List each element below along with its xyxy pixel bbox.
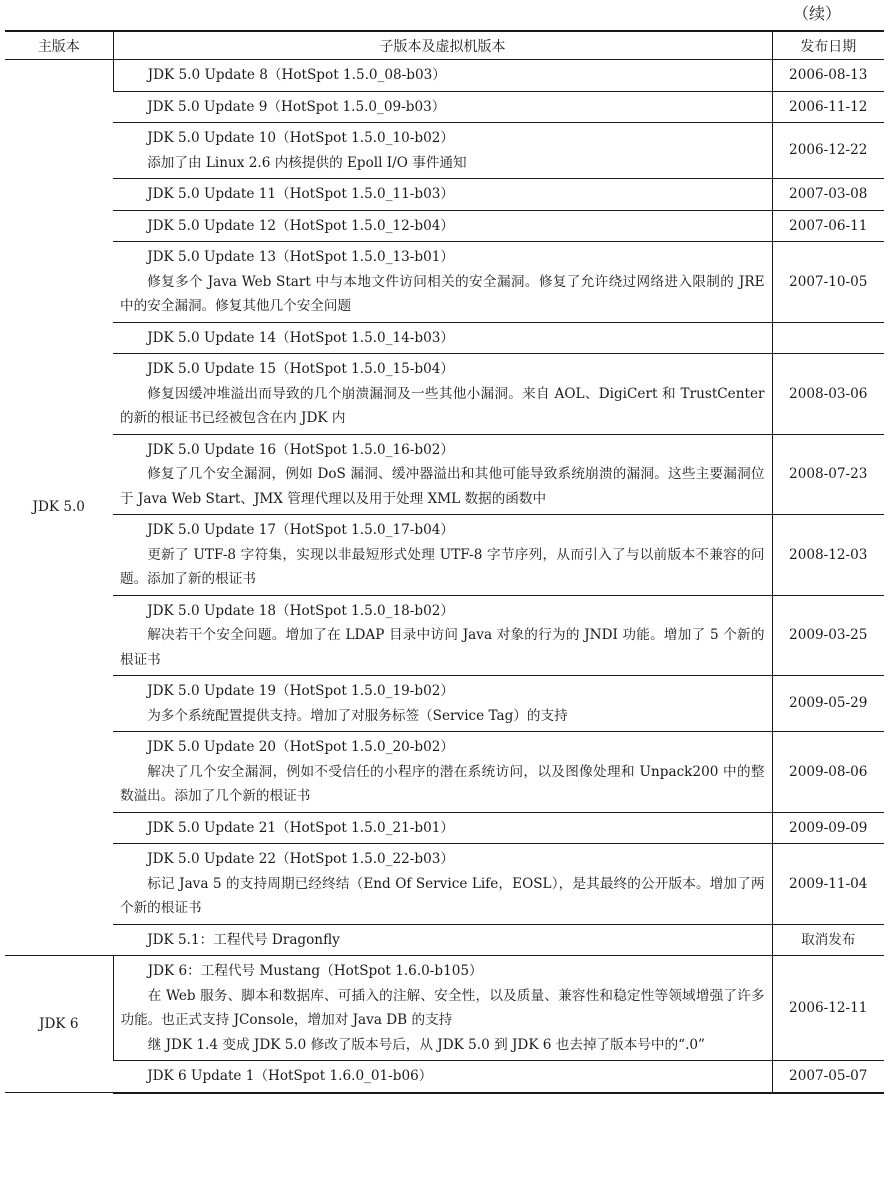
version-note: 修复因缓冲堆溢出而导致的几个崩溃漏洞及一些其他小漏洞。来自 AOL、DigiCert 和 TrustCenter 的新的根证书已经被包含在内 JDK 内 xyxy=(120,385,765,426)
version-note: 修复多个 Java Web Start 中与本地文件访问相关的安全漏洞。修复了允许绕过网络进入限制的 JRE 中的安全漏洞。修复其他几个安全问题 xyxy=(120,273,765,314)
version-note: 继 JDK 1.4 变成 JDK 5.0 修改了版本号后，从 JDK 5.0 到 JDK 6 也去掉了版本号中的“.0” xyxy=(147,1036,705,1053)
release-date-cell: 2009-08-06 xyxy=(772,732,884,813)
table-row xyxy=(5,732,884,813)
version-note: 解决了几个安全漏洞，例如不受信任的小程序的潜在系统访问，以及图像处理和 Unpack200 中的整数溢出。添加了几个新的根证书 xyxy=(120,763,765,804)
version-title: JDK 6：工程代号 Mustang（HotSpot 1.6.0-b105） xyxy=(147,963,483,979)
table-row xyxy=(5,1061,884,1093)
major-version-cell: JDK 6 xyxy=(5,956,113,1093)
release-date-cell: 2007-03-08 xyxy=(772,179,884,211)
version-note: 更新了 UTF-8 字符集，实现以非最短形式处理 UTF-8 字节序列，从而引入了与以前版本不兼容的问题。添加了新的根证书 xyxy=(120,546,765,587)
table-row xyxy=(5,354,884,435)
version-title: JDK 5.0 Update 11（HotSpot 1.5.0_11-b03） xyxy=(147,186,454,202)
table-row xyxy=(5,676,884,732)
version-title: JDK 5.0 Update 10（HotSpot 1.5.0_10-b02） xyxy=(147,130,454,146)
version-title: JDK 5.0 Update 20（HotSpot 1.5.0_20-b02） xyxy=(147,739,454,755)
table-row xyxy=(5,91,884,123)
version-description-cell xyxy=(113,515,772,596)
header-major-version: 主版本 xyxy=(5,31,113,60)
version-title: JDK 5.0 Update 21（HotSpot 1.5.0_21-b01） xyxy=(147,819,454,836)
version-title: JDK 5.0 Update 15（HotSpot 1.5.0_15-b04） xyxy=(147,361,454,377)
release-date-cell: 2009-09-09 xyxy=(772,812,884,844)
release-date-cell: 2006-12-11 xyxy=(772,956,884,1061)
version-description-cell xyxy=(113,956,772,1061)
header-release-date: 发布日期 xyxy=(772,31,884,60)
version-description-cell xyxy=(113,60,772,92)
version-description-cell xyxy=(113,91,772,123)
version-description-cell xyxy=(113,242,772,323)
version-title: JDK 5.0 Update 16（HotSpot 1.5.0_16-b02） xyxy=(147,441,454,458)
table-row xyxy=(5,242,884,323)
table-row xyxy=(5,322,884,354)
version-title: JDK 5.0 Update 19（HotSpot 1.5.0_19-b02） xyxy=(147,683,454,699)
version-description-cell xyxy=(113,322,772,354)
version-description-cell xyxy=(113,812,772,844)
release-date-cell: 2009-05-29 xyxy=(772,676,884,732)
table-row xyxy=(5,210,884,242)
version-note: 解决若干个安全问题。增加了在 LDAP 目录中访问 Java 对象的行为的 JNDI 功能。增加了 5 个新的根证书 xyxy=(120,627,765,668)
version-title: JDK 5.0 Update 22（HotSpot 1.5.0_22-b03） xyxy=(147,851,454,867)
version-title: JDK 5.0 Update 8（HotSpot 1.5.0_08-b03） xyxy=(147,67,446,83)
version-description-cell xyxy=(113,354,772,435)
table-row xyxy=(5,595,884,676)
release-date-cell: 2008-12-03 xyxy=(772,515,884,596)
release-date-cell: 取消发布 xyxy=(772,924,884,956)
version-description-cell xyxy=(113,676,772,732)
release-date-cell: 2007-06-11 xyxy=(772,210,884,242)
release-date-cell: 2006-08-13 xyxy=(772,60,884,92)
table-row xyxy=(5,434,884,515)
release-date-cell: 2006-12-22 xyxy=(772,123,884,179)
version-description-cell xyxy=(113,924,772,956)
version-description-cell xyxy=(113,123,772,179)
jdk-version-table xyxy=(5,30,884,1094)
version-title: JDK 5.0 Update 12（HotSpot 1.5.0_12-b04） xyxy=(147,217,454,234)
release-date-cell: 2008-07-23 xyxy=(772,434,884,515)
version-note: 修复了几个安全漏洞，例如 DoS 漏洞、缓冲器溢出和其他可能导致系统崩溃的漏洞。这些主要漏洞位于 Java Web Start、JMX 管理代理以及用于处理 XML 数据的函数中 xyxy=(120,466,765,507)
version-title: JDK 6 Update 1（HotSpot 1.6.0_01-b06） xyxy=(147,1068,433,1084)
continued-label: （续） xyxy=(792,4,841,23)
table-row xyxy=(5,956,884,1061)
release-date-cell: 2009-11-04 xyxy=(772,844,884,925)
header-sub-version: 子版本及虚拟机版本 xyxy=(113,31,772,60)
release-date-cell: 2009-03-25 xyxy=(772,595,884,676)
version-description-cell xyxy=(113,210,772,242)
table-row xyxy=(5,515,884,596)
table-row xyxy=(5,812,884,844)
version-description-cell xyxy=(113,434,772,515)
version-description-cell xyxy=(113,1061,772,1093)
version-note: 添加了由 Linux 2.6 内核提供的 Epoll I/O 事件通知 xyxy=(147,154,467,171)
version-description-cell xyxy=(113,179,772,211)
version-title: JDK 5.0 Update 17（HotSpot 1.5.0_17-b04） xyxy=(147,522,454,538)
version-note: 标记 Java 5 的支持周期已经终结（End Of Service Life，EOSL），是其最终的公开版本。增加了两个新的根证书 xyxy=(120,875,765,916)
table-header-row xyxy=(5,31,884,60)
release-date-cell: 2007-10-05 xyxy=(772,242,884,323)
version-title: JDK 5.1：工程代号 Dragonfly xyxy=(147,931,340,948)
table-row xyxy=(5,924,884,956)
version-note: 在 Web 服务、脚本和数据库、可插入的注解、安全性，以及质量、兼容性和稳定性等领域增强了许多功能。也正式支持 JConsole，增加对 Java DB 的支持 xyxy=(120,987,765,1028)
version-title: JDK 5.0 Update 9（HotSpot 1.5.0_09-b03） xyxy=(147,98,446,115)
table-row xyxy=(5,844,884,925)
table-row xyxy=(5,123,884,179)
release-date-cell xyxy=(772,322,884,354)
table-row xyxy=(5,179,884,211)
version-description-cell xyxy=(113,844,772,925)
release-date-cell: 2007-05-07 xyxy=(772,1061,884,1093)
table-row xyxy=(5,60,884,92)
major-version-cell: JDK 5.0 xyxy=(5,60,113,956)
version-note: 为多个系统配置提供支持。增加了对服务标签（Service Tag）的支持 xyxy=(147,707,568,724)
release-date-cell: 2006-11-12 xyxy=(772,91,884,123)
version-description-cell xyxy=(113,732,772,813)
version-description-cell xyxy=(113,595,772,676)
version-title: JDK 5.0 Update 18（HotSpot 1.5.0_18-b02） xyxy=(147,602,454,619)
version-title: JDK 5.0 Update 13（HotSpot 1.5.0_13-b01） xyxy=(147,249,454,265)
version-title: JDK 5.0 Update 14（HotSpot 1.5.0_14-b03） xyxy=(147,329,454,346)
release-date-cell: 2008-03-06 xyxy=(772,354,884,435)
